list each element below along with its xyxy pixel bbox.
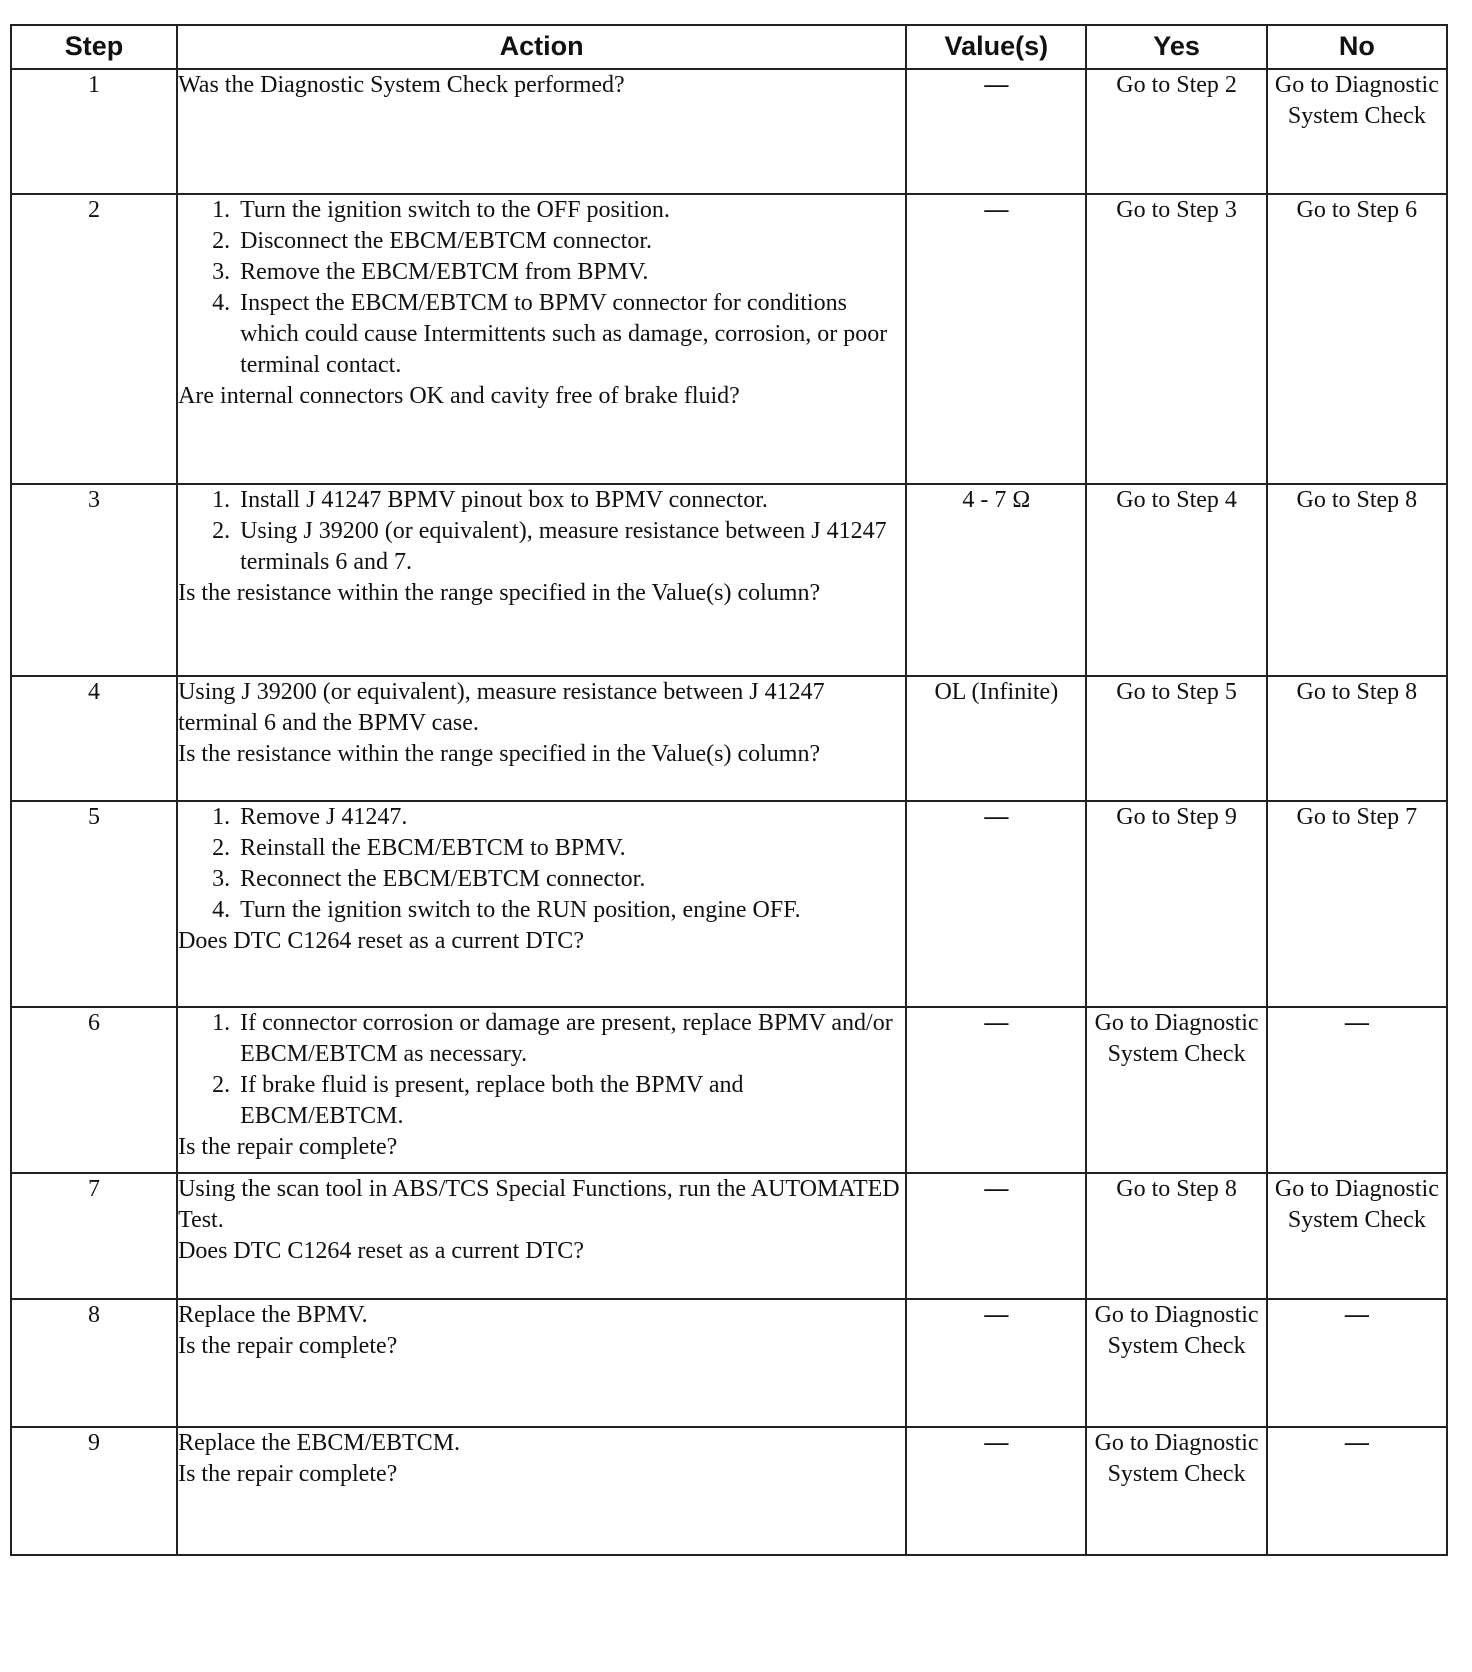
table-row [11, 484, 1447, 676]
header-values: Value(s) [906, 25, 1086, 69]
yes-cell: Go to Step 2 [1086, 69, 1266, 194]
no-cell: Go to Step 8 [1267, 676, 1447, 801]
header-row [11, 25, 1447, 69]
value-cell: — [906, 1299, 1086, 1427]
step-number: 2 [11, 194, 177, 484]
no-cell: Go to Step 7 [1267, 801, 1447, 1007]
table-row [11, 801, 1447, 1007]
value-cell: — [906, 1007, 1086, 1173]
action-cell [177, 1173, 906, 1299]
value-cell: — [906, 801, 1086, 1007]
action-text: Replace the EBCM/EBTCM. [178, 1430, 461, 1456]
step-number: 9 [11, 1427, 177, 1555]
action-question: Is the resistance within the range specified in the Value(s) column? [178, 741, 821, 767]
no-cell: Go to Diagnostic System Check [1267, 1173, 1447, 1299]
table-row [11, 69, 1447, 194]
action-cell [177, 1427, 906, 1555]
yes-cell: Go to Step 3 [1086, 194, 1266, 484]
value-cell: — [906, 1173, 1086, 1299]
header-action: Action [177, 25, 906, 69]
value-cell: — [906, 194, 1086, 484]
action-cell [177, 484, 906, 676]
table-row [11, 1427, 1447, 1555]
step-number: 4 [11, 676, 177, 801]
action-question: Does DTC C1264 reset as a current DTC? [178, 928, 584, 954]
yes-cell: Go to Step 5 [1086, 676, 1266, 801]
table-row [11, 1007, 1447, 1173]
yes-cell: Go to Diagnostic System Check [1086, 1427, 1266, 1555]
table-row [11, 1173, 1447, 1299]
action-step: 2. Disconnect the EBCM/EBTCM connector. [236, 226, 905, 257]
step-number: 5 [11, 801, 177, 1007]
table-row [11, 194, 1447, 484]
diagnostic-table [10, 24, 1448, 1556]
action-cell [177, 801, 906, 1007]
value-cell: — [906, 69, 1086, 194]
action-step: 1. If connector corrosion or damage are present, replace BPMV and/or EBCM/EBTCM as necessary. [236, 1008, 905, 1070]
action-step: 2. Using J 39200 (or equivalent), measure resistance between J 41247 terminals 6 and 7. [236, 516, 905, 578]
value-cell: — [906, 1427, 1086, 1555]
yes-cell: Go to Step 4 [1086, 484, 1266, 676]
step-number: 8 [11, 1299, 177, 1427]
header-step: Step [11, 25, 177, 69]
yes-cell: Go to Step 9 [1086, 801, 1266, 1007]
header-yes: Yes [1086, 25, 1266, 69]
action-question: Is the repair complete? [178, 1333, 398, 1359]
action-step: 3. Remove the EBCM/EBTCM from BPMV. [236, 257, 905, 288]
action-step: 3. Reconnect the EBCM/EBTCM connector. [236, 864, 905, 895]
action-cell [177, 1007, 906, 1173]
yes-cell: Go to Diagnostic System Check [1086, 1299, 1266, 1427]
action-question: Are internal connectors OK and cavity free of brake fluid? [178, 383, 740, 409]
action-question: Is the repair complete? [178, 1134, 398, 1160]
action-question: Is the repair complete? [178, 1461, 398, 1487]
header-no: No [1267, 25, 1447, 69]
action-steps [178, 802, 905, 926]
value-cell: OL (Infinite) [906, 676, 1086, 801]
action-text: Using the scan tool in ABS/TCS Special Functions, run the AUTOMATED Test. [178, 1176, 900, 1233]
no-cell: — [1267, 1007, 1447, 1173]
action-cell [177, 194, 906, 484]
no-cell: Go to Step 6 [1267, 194, 1447, 484]
yes-cell: Go to Diagnostic System Check [1086, 1007, 1266, 1173]
action-steps [178, 485, 905, 578]
no-cell: Go to Step 8 [1267, 484, 1447, 676]
yes-cell: Go to Step 8 [1086, 1173, 1266, 1299]
action-step: 1. Install J 41247 BPMV pinout box to BPMV connector. [236, 485, 905, 516]
action-step: 4. Turn the ignition switch to the RUN position, engine OFF. [236, 895, 905, 926]
action-text: Replace the BPMV. [178, 1302, 368, 1328]
action-step: 2. If brake fluid is present, replace both the BPMV and EBCM/EBTCM. [236, 1070, 905, 1132]
action-steps [178, 1008, 905, 1132]
action-text: Using J 39200 (or equivalent), measure resistance between J 41247 terminal 6 and the BPMV case. [178, 679, 825, 736]
step-number: 6 [11, 1007, 177, 1173]
action-cell [177, 1299, 906, 1427]
action-cell [177, 69, 906, 194]
step-number: 3 [11, 484, 177, 676]
action-step: 4. Inspect the EBCM/EBTCM to BPMV connector for conditions which could cause Intermittents such as damage, corrosion, or poor terminal contact. [236, 288, 905, 381]
action-question: Does DTC C1264 reset as a current DTC? [178, 1238, 584, 1264]
action-cell [177, 676, 906, 801]
action-question: Was the Diagnostic System Check performed? [178, 72, 625, 98]
step-number: 1 [11, 69, 177, 194]
no-cell: — [1267, 1299, 1447, 1427]
step-number: 7 [11, 1173, 177, 1299]
action-step: 1. Turn the ignition switch to the OFF position. [236, 195, 905, 226]
action-steps [178, 195, 905, 381]
value-cell: 4 - 7 Ω [906, 484, 1086, 676]
table-row [11, 676, 1447, 801]
action-step: 1. Remove J 41247. [236, 802, 905, 833]
no-cell: — [1267, 1427, 1447, 1555]
no-cell: Go to Diagnostic System Check [1267, 69, 1447, 194]
action-step: 2. Reinstall the EBCM/EBTCM to BPMV. [236, 833, 905, 864]
table-row [11, 1299, 1447, 1427]
action-question: Is the resistance within the range specified in the Value(s) column? [178, 580, 821, 606]
